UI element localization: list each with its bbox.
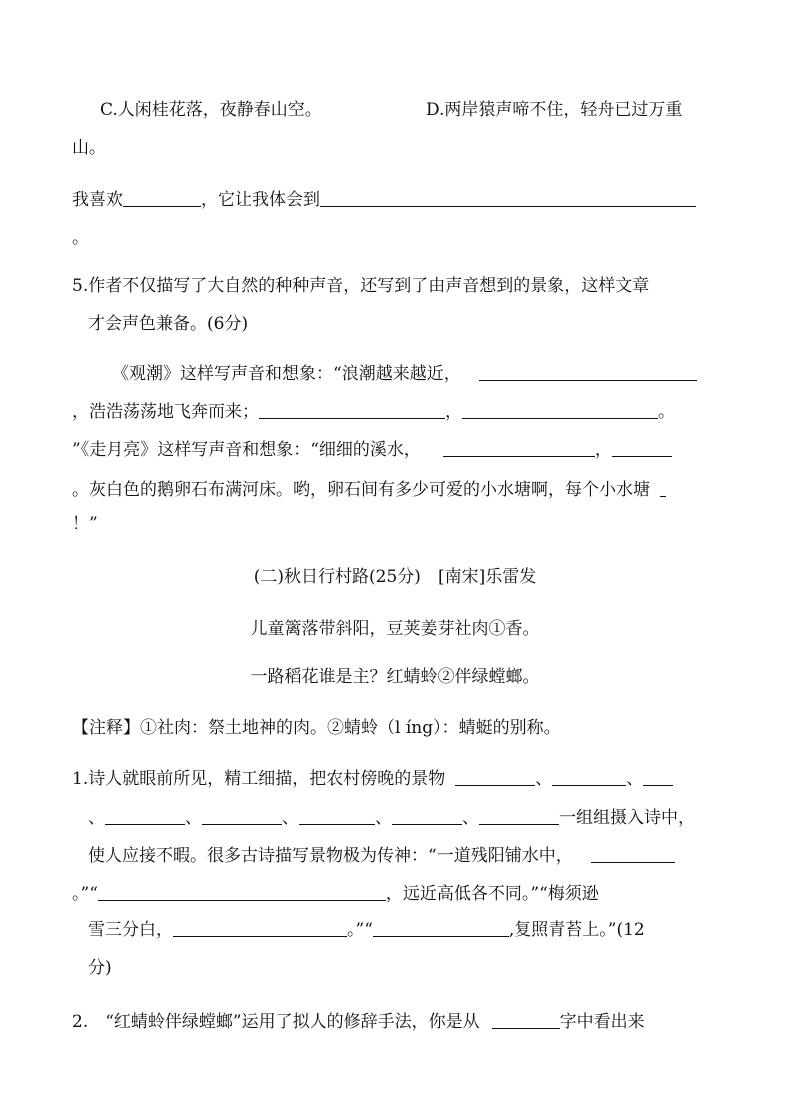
q2-a: 2. “红蜻蛉伴绿螳螂”运用了拟人的修辞手法，你是从 [72, 1012, 480, 1032]
blank-guanchao-2[interactable] [259, 400, 445, 419]
zouyueliang-a: ”《走月亮》这样写声音和想象：“细细的溪水， [72, 440, 421, 460]
like-end: 。 [72, 228, 89, 248]
q1-sep4: 、 [185, 808, 202, 828]
blank-guanchao-1[interactable] [479, 362, 697, 381]
q1-line2 [88, 806, 695, 830]
guanchao-a: 《观潮》这样写声音和想象：“浪潮越来越近， [112, 364, 461, 384]
zouyueliang-line3: ！” [72, 514, 98, 534]
guanchao-b: ，浩浩荡荡地飞奔而来； [72, 402, 259, 422]
blank-guanchao-3[interactable] [462, 400, 658, 419]
poem-line-1: 儿童篱落带斜阳，豆荚姜芽社肉①香。 [250, 619, 540, 639]
poem-title: (二)秋日行村路(25分) [南宋]乐雷发 [253, 567, 537, 587]
blank-q1-4[interactable] [105, 806, 185, 825]
blank-q1-10[interactable] [98, 882, 386, 901]
q1-sep5: 、 [282, 808, 299, 828]
blank-q1-1[interactable] [455, 767, 535, 786]
q1-line1 [72, 767, 673, 791]
blank-zyl-1[interactable] [443, 438, 595, 457]
q1-line5 [88, 918, 645, 942]
q1-b: 一组组摄入诗中， [559, 808, 695, 828]
option-c: C.人闲桂花落，夜静春山空。 [100, 100, 322, 120]
blank-zyl-3[interactable] [660, 478, 666, 497]
q1-e-b: 。”“ [347, 920, 373, 940]
blank-q1-7[interactable] [392, 806, 462, 825]
blank-zyl-2[interactable] [612, 438, 672, 457]
q1-c: 使人应接不暇。很多古诗描写景物极为传神：“一道残阳铺水中， [88, 846, 573, 866]
q2-line1 [72, 1010, 645, 1034]
q1-sep1: 、 [535, 769, 553, 789]
blank-q1-8[interactable] [479, 806, 559, 825]
poem-line-2: 一路稻花谁是主？红蜻蛉②伴绿螳螂。 [250, 667, 540, 687]
guanchao-line2 [72, 400, 675, 424]
like-sentence [72, 188, 696, 212]
q1-e-c: ,复照青苔上。”(12 [508, 920, 645, 940]
zouyueliang-b: 。灰白色的鹅卵石布满河床。哟，卵石间有多少可爱的小水塘啊，每个小水塘 [72, 480, 650, 500]
blank-q1-12[interactable] [373, 918, 509, 937]
q1-line3 [88, 844, 675, 868]
q1-e-a: 雪三分白， [88, 920, 173, 940]
q1-sep3: 、 [88, 808, 105, 828]
blank-like[interactable] [123, 188, 201, 207]
blank-q1-5[interactable] [202, 806, 282, 825]
blank-q2-1[interactable] [492, 1010, 560, 1029]
zouyueliang-line [72, 438, 672, 462]
guanchao-comma: ， [445, 402, 462, 422]
q5-line1: 5.作者不仅描写了大自然的种种声音，还写到了由声音想到的景象，这样文章 [72, 276, 650, 296]
option-d-continued: 山。 [72, 138, 106, 158]
q2-b: 字中看出来 [559, 1012, 645, 1032]
blank-q1-2[interactable] [552, 767, 626, 786]
q1-sep6: 、 [375, 808, 392, 828]
blank-q1-9[interactable] [591, 844, 675, 863]
q5-line2: 才会声色兼备。(6分) [88, 314, 249, 334]
q1-d-mid: ，远近高低各不同。”“梅须逊 [385, 884, 599, 904]
blank-q1-3[interactable] [643, 767, 673, 786]
q1-line4 [72, 882, 599, 906]
option-d: D.两岸猿声啼不住，轻舟已过万重 [426, 100, 683, 120]
like-middle: ，它让我体会到 [201, 190, 320, 210]
q1-line6: 分) [88, 958, 112, 978]
notes: 【注释】①社肉：祭土地神的肉。②蜻蛉（l íng）：蜻蜓的别称。 [72, 718, 561, 738]
q1-d-open: 。”“ [72, 884, 98, 904]
zyl-comma: ， [594, 440, 612, 460]
blank-q1-11[interactable] [173, 918, 347, 937]
blank-feel[interactable] [320, 188, 696, 207]
q1-a: 1.诗人就眼前所见，精工细描，把农村傍晚的景物 [72, 769, 446, 789]
q1-sep2: 、 [626, 769, 644, 789]
zouyueliang-line2 [72, 478, 666, 502]
q1-sep7: 、 [462, 808, 479, 828]
blank-q1-6[interactable] [299, 806, 375, 825]
guanchao-period: 。 [658, 402, 675, 422]
like-prefix: 我喜欢 [72, 190, 123, 210]
guanchao-line [112, 362, 697, 386]
